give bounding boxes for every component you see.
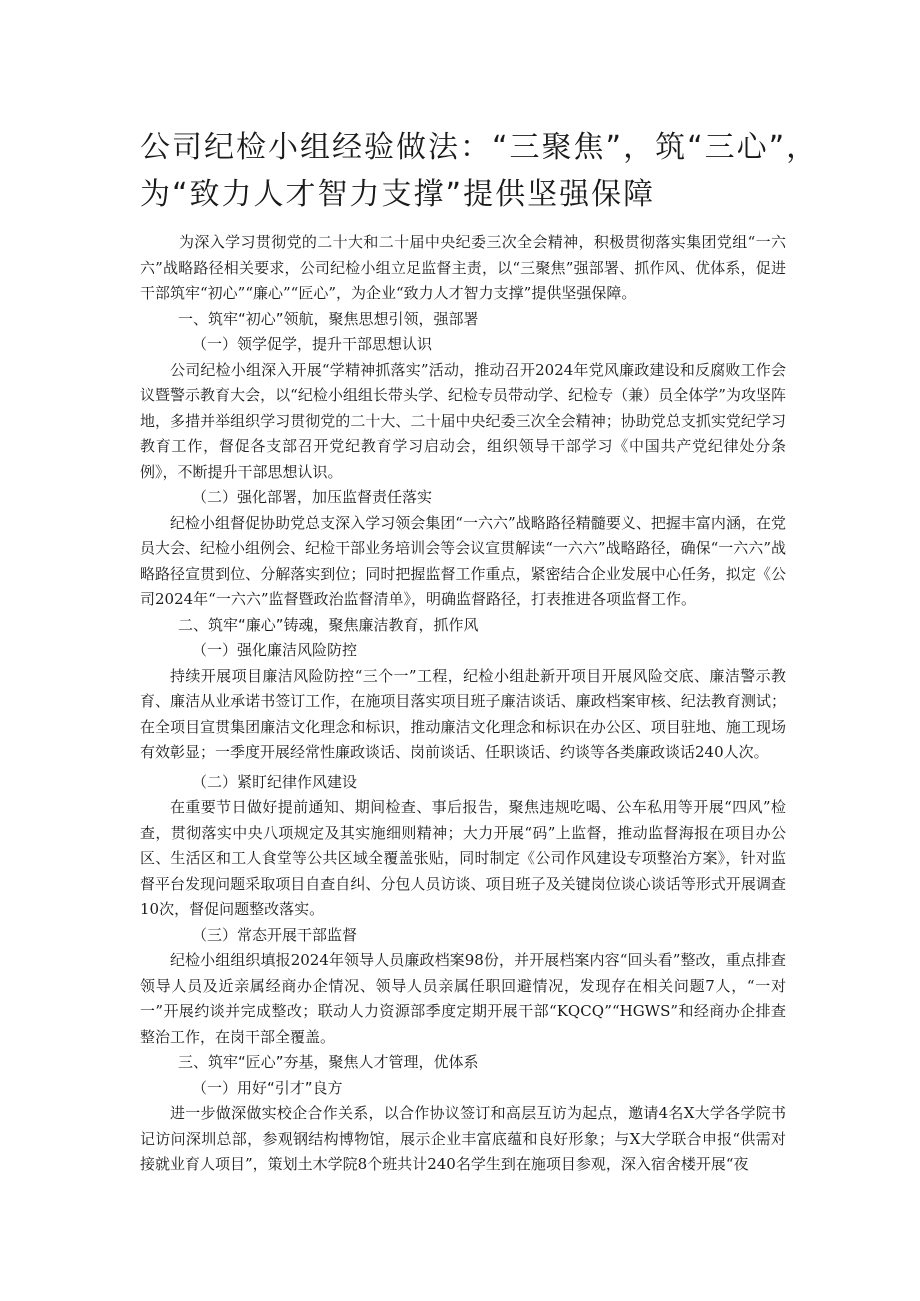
document-title: [140, 124, 819, 218]
title-line-2: 为“致力人才智力支撑”提供坚强保障: [140, 177, 656, 212]
section-2-3-paragraph: 纪检小组组织填报2024年领导人员廉政档案98份，并开展档案内容“回头看”整改，重点排查领导人员及近亲属经商办企情况、领导人员亲属任职回避情况，发现存在相关问题7人，“一对一”开展约谈并完成整改；联动人力资源部季度定期开展干部“KQCQ”“HGWS”和经商办企排查整治工作，在岗干部全覆盖。: [140, 951, 786, 1046]
section-2-3-heading: （三）常态开展干部监督: [192, 925, 358, 944]
intro-paragraph: 为深入学习贯彻党的二十大和二十届中央纪委三次全会精神，积极贯彻落实集团党组“一六六”战略路径相关要求，公司纪检小组立足监督主责，以“三聚焦”强部署、抓作风、优体系，促进干部筑牢“初心”“廉心”“匠心”，为企业“致力人才智力支撑”提供坚强保障。: [140, 233, 786, 302]
section-1-2-paragraph: 纪检小组督促协助党总支深入学习领会集团“一六六”战略路径精髓要义、把握丰富内涵，在党员大会、纪检小组例会、纪检干部业务培训会等会议宣贯解读“一六六”战略路径，确保“一六六”战略路径宣贯到位、分解落实到位；同时把握监督工作重点，紧密结合企业发展中心任务，拟定《公司2024年“一六六”监督暨政治监督清单》，明确监督路径，打表推进各项监督工作。: [140, 513, 786, 608]
section-3-1-heading: （一）用好“引才”良方: [192, 1078, 343, 1097]
section-1-heading: 一、筑牢“初心”领航，聚焦思想引领，强部署: [178, 309, 479, 328]
section-2-heading: 二、筑牢“廉心”铸魂，聚焦廉洁教育，抓作风: [178, 615, 479, 634]
section-2-2-heading: （二）紧盯纪律作风建设: [192, 772, 358, 791]
section-1-1-paragraph: 公司纪检小组深入开展“学精神抓落实”活动，推动召开2024年党风廉政建设和反腐败工作会议暨警示教育大会，以“纪检小组组长带头学、纪检专员带动学、纪检专（兼）员全体学”为攻坚阵地，多措并举组织学习贯彻党的二十大、二十届中央纪委三次全会精神；协助党总支抓实党纪学习教育工作，督促各支部召开党纪教育学习启动会，组织领导干部学习《中国共产党纪律处分条例》，不断提升干部思想认识。: [140, 360, 786, 481]
section-1-2-heading: （二）强化部署，加压监督责任落实: [192, 488, 433, 506]
section-2-1-heading: （一）强化廉洁风险防控: [192, 641, 358, 659]
section-2-1-paragraph: 持续开展项目廉洁风险防控“三个一”工程，纪检小组赴新开项目开展风险交底、廉洁警示教育、廉洁从业承诺书签订工作，在施项目落实项目班子廉洁谈话、廉政档案审核、纪法教育测试；在全项目宣贯集团廉洁文化理念和标识，推动廉洁文化理念和标识在办公区、项目驻地、施工现场有效彰显；一季度开展经常性廉政谈话、岗前谈话、任职谈话、约谈等各类廉政谈话240人次。: [140, 666, 786, 761]
document-body: [140, 230, 786, 1178]
section-1-1-heading: （一）领学促学，提升干部思想认识: [192, 335, 433, 353]
section-3-heading: 三、筑牢“匠心”夯基，聚焦人才管理，优体系: [178, 1053, 479, 1071]
section-2-2-paragraph: 在重要节日做好提前通知、期间检查、事后报告，聚焦违规吃喝、公车私用等开展“四风”检查，贯彻落实中央八项规定及其实施细则精神；大力开展“码”上监督，推动监督海报在项目办公区、生活区和工人食堂等公共区域全覆盖张贴，同时制定《公司作风建设专项整治方案》，针对监督平台发现问题采取项目自查自纠、分包人员访谈、项目班子及关键岗位谈心谈话等形式开展调查10次，督促问题整改落实。: [140, 798, 786, 918]
section-3-1-paragraph: 进一步做深做实校企合作关系，以合作协议签订和高层互访为起点，邀请4名X大学各学院书记访问深圳总部，参观钢结构博物馆，展示企业丰富底蕴和良好形象；与X大学联合申报“供需对接就业育人项目”，策划土木学院8个班共计240名学生到在施项目参观，深入宿舍楼开展“夜: [140, 1104, 786, 1173]
title-line-1: 公司纪检小组经验做法：“三聚焦”，筑“三心”，: [140, 130, 819, 165]
